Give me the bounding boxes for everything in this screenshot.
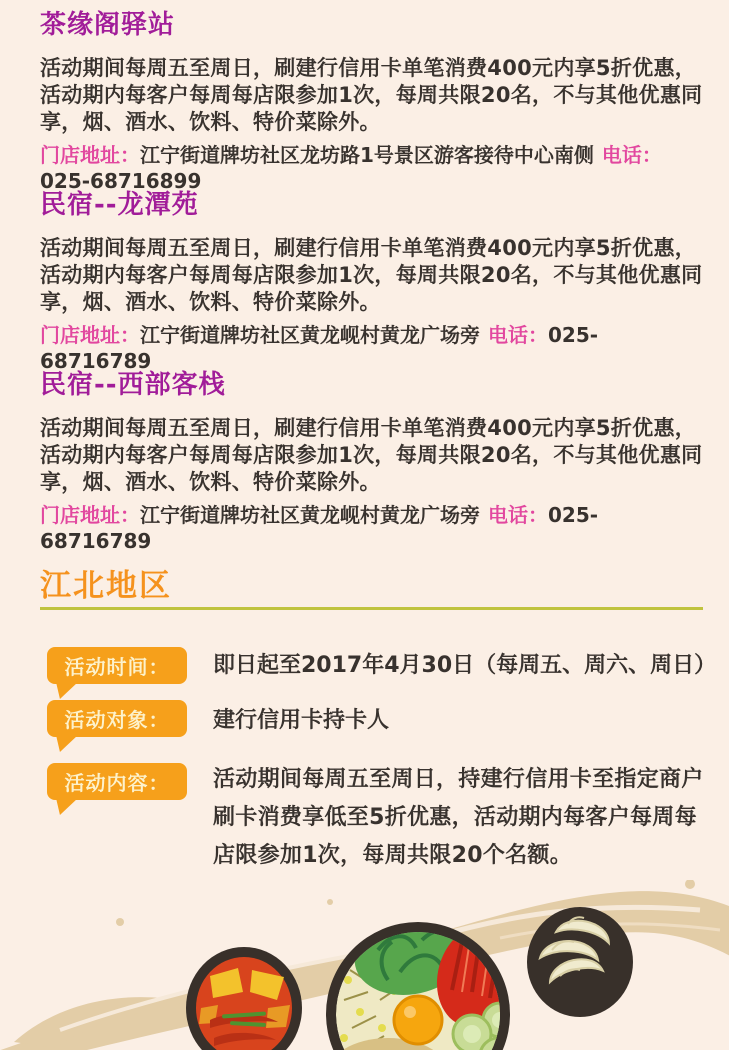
activity-content-badge: 活动内容： xyxy=(47,763,187,800)
merchant-description: 活动期间每周五至周日，刷建行信用卡单笔消费400元内享5折优惠，活动期内每客户每周每店限参加1次，每周共限20名，不与其他优惠同享，烟、酒水、饮料、特价菜除外。 xyxy=(40,416,703,494)
address-label: 门店地址： xyxy=(40,143,140,167)
phone-value: 025-68716789 xyxy=(40,503,599,553)
address-label: 门店地址： xyxy=(40,503,140,527)
kimchi-stew-bowl xyxy=(186,947,302,1050)
merchant-description: 活动期间每周五至周日，刷建行信用卡单笔消费400元内享5折优惠，活动期内每客户每周每店限参加1次，每周共限20名，不与其他优惠同享，烟、酒水、饮料、特价菜除外。 xyxy=(40,236,703,314)
address-label: 门店地址： xyxy=(40,323,140,347)
activity-content-value: 活动期间每周五至周日，持建行信用卡至指定商户刷卡消费享低至5折优惠，活动期内每客户每周每店限参加1次，每周共限20个名额。 xyxy=(213,767,704,868)
activity-time-badge: 活动时间： xyxy=(47,647,187,684)
phone-value: 025-68716789 xyxy=(40,323,599,373)
merchant-address-line xyxy=(40,142,703,194)
phone-label: 电话： xyxy=(488,503,548,527)
merchant-address-line xyxy=(40,322,703,374)
merchant-address-line xyxy=(40,502,703,554)
merchant-title: 民宿--西部客栈 xyxy=(40,370,226,400)
address-value: 江宁街道牌坊社区黄龙岘村黄龙广场旁 xyxy=(140,323,480,347)
food-illustration xyxy=(0,880,729,1050)
merchant-title: 民宿--龙潭苑 xyxy=(40,190,199,220)
merchant-section-longtanyuan xyxy=(40,190,703,374)
activity-target-badge: 活动对象： xyxy=(47,700,187,737)
phone-label: 电话： xyxy=(488,323,548,347)
activity-time-value: 即日起至2017年4月30日（每周五、周六、周日） xyxy=(213,653,717,678)
merchant-section-xibukezhan xyxy=(40,370,703,554)
address-value: 江宁街道牌坊社区黄龙岘村黄龙广场旁 xyxy=(140,503,480,527)
activity-target-value: 建行信用卡持卡人 xyxy=(213,708,390,733)
phone-label: 电话： xyxy=(601,143,662,167)
merchant-section-chayuange xyxy=(40,10,703,194)
dumpling-plate xyxy=(527,907,633,1017)
section-divider xyxy=(40,607,703,610)
region-title: 江北地区 xyxy=(40,568,172,604)
phone-value: 025-68716899 xyxy=(40,169,202,193)
address-value: 江宁街道牌坊社区龙坊路1号景区游客接待中心南侧 xyxy=(140,143,594,167)
merchant-description: 活动期间每周五至周日，刷建行信用卡单笔消费400元内享5折优惠，活动期内每客户每周每店限参加1次，每周共限20名，不与其他优惠同享，烟、酒水、饮料、特价菜除外。 xyxy=(40,56,703,134)
merchant-title: 茶缘阁驿站 xyxy=(40,10,176,40)
